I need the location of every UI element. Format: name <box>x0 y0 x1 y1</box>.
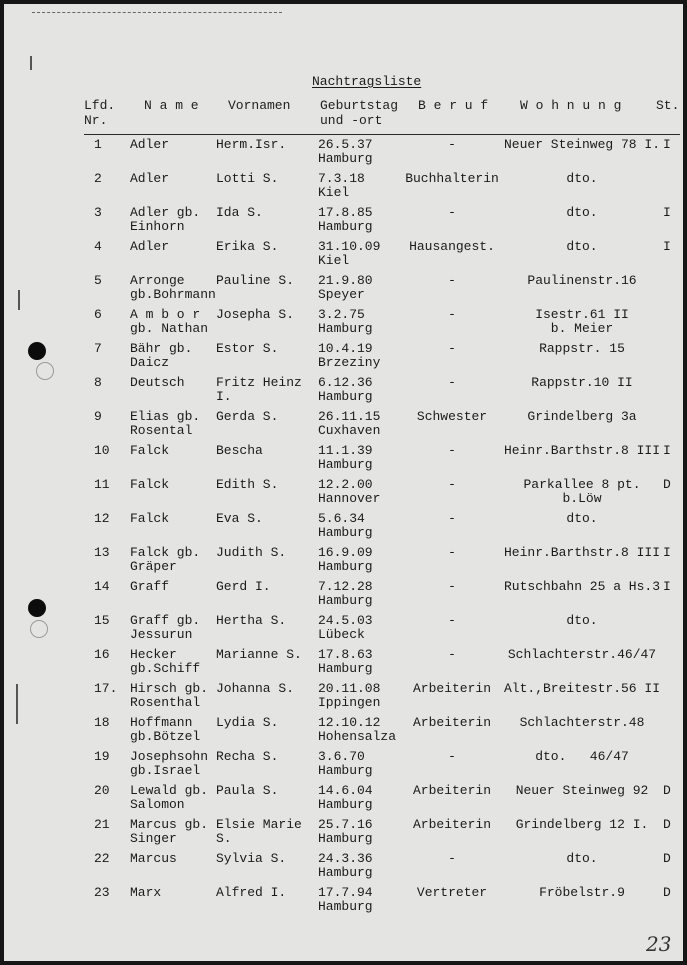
entry-geburt: 20.11.08 Ippingen <box>318 681 381 710</box>
entry-wohnung: Heinr.Barthstr.8 III <box>503 443 661 458</box>
entry-name: Falck <box>130 477 170 492</box>
entry-number: 10 <box>94 443 110 458</box>
document-page <box>4 4 683 961</box>
entry-name: Hecker gb.Schiff <box>130 647 201 676</box>
margin-mark <box>30 56 32 70</box>
entry-wohnung: Heinr.Barthstr.8 III <box>503 545 661 560</box>
entry-name: Graff <box>130 579 170 594</box>
table-row <box>4 648 683 681</box>
entry-geburt: 3.6.70 Hamburg <box>318 749 373 778</box>
entry-vorname: Marianne S. <box>216 647 302 662</box>
entry-beruf: Schwester <box>416 409 488 424</box>
entry-name: Elias gb. Rosental <box>130 409 201 438</box>
entry-wohnung: Rutschbahn 25 a Hs.3 <box>503 579 661 594</box>
entry-geburt: 31.10.09 Kiel <box>318 239 381 268</box>
entry-beruf: - <box>448 851 456 866</box>
entry-extra: I <box>663 545 671 560</box>
entry-extra: D <box>663 885 671 900</box>
entry-name: Marcus <box>130 851 177 866</box>
entry-vorname: Lydia S. <box>216 715 279 730</box>
entry-wohnung: dto. <box>566 239 598 254</box>
header-name: N a m e <box>144 98 199 113</box>
entry-beruf: - <box>448 443 456 458</box>
table-row <box>4 546 683 579</box>
entry-wohnung: Paulinenstr.16 <box>527 273 637 288</box>
entry-wohnung: Isestr.61 II b. Meier <box>535 307 629 336</box>
entry-geburt: 17.8.85 Hamburg <box>318 205 373 234</box>
entry-name: Marcus gb. Singer <box>130 817 209 846</box>
entry-beruf: - <box>448 613 456 628</box>
entry-geburt: 21.9.80 Speyer <box>318 273 373 302</box>
entry-wohnung: Fröbelstr.9 <box>539 885 625 900</box>
entry-vorname: Estor S. <box>216 341 279 356</box>
entry-number: 9 <box>94 409 102 424</box>
table-row <box>4 852 683 885</box>
header-extra: St. <box>656 98 680 113</box>
entry-beruf: - <box>448 307 456 322</box>
punch-hole-upper <box>28 342 46 360</box>
entry-vorname: Recha S. <box>216 749 279 764</box>
entry-vorname: Josepha S. <box>216 307 295 322</box>
entry-geburt: 17.7.94 Hamburg <box>318 885 373 914</box>
entry-beruf: Arbeiterin <box>412 681 491 696</box>
entry-vorname: Gerda S. <box>216 409 279 424</box>
entry-wohnung: dto. <box>566 171 598 186</box>
entry-extra: D <box>663 477 671 492</box>
table-row <box>4 206 683 239</box>
entry-extra: D <box>663 817 671 832</box>
entry-vorname: Judith S. <box>216 545 287 560</box>
entry-geburt: 12.10.12 Hohensalza <box>318 715 397 744</box>
entry-number: 23 <box>94 885 110 900</box>
entry-extra: I <box>663 239 671 254</box>
entry-name: Falck gb. Gräper <box>130 545 201 574</box>
punch-hole-ring-lower <box>30 620 48 638</box>
header-beruf: B e r u f <box>418 98 489 113</box>
entry-number: 4 <box>94 239 102 254</box>
table-row <box>4 410 683 443</box>
entry-geburt: 24.3.36 Hamburg <box>318 851 373 880</box>
entry-vorname: Herm.Isr. <box>216 137 287 152</box>
entry-number: 7 <box>94 341 102 356</box>
entry-vorname: Paula S. <box>216 783 279 798</box>
entry-vorname: Lotti S. <box>216 171 279 186</box>
entry-number: 19 <box>94 749 110 764</box>
margin-mark <box>16 684 18 724</box>
entry-vorname: Hertha S. <box>216 613 287 628</box>
table-row <box>4 172 683 205</box>
table-row <box>4 376 683 409</box>
entry-number: 6 <box>94 307 102 322</box>
entry-number: 8 <box>94 375 102 390</box>
document-title: Nachtragsliste <box>312 74 422 89</box>
margin-mark <box>18 290 20 310</box>
punch-hole-lower <box>28 599 46 617</box>
entry-wohnung: Neuer Steinweg 92 <box>515 783 649 798</box>
table-row <box>4 308 683 341</box>
entry-name: Josephsohn gb.Israel <box>130 749 209 778</box>
table-row <box>4 682 683 715</box>
table-row <box>4 478 683 511</box>
entry-name: Hirsch gb. Rosenthal <box>130 681 209 710</box>
entry-name: A m b o r gb. Nathan <box>130 307 209 336</box>
entry-geburt: 7.12.28 Hamburg <box>318 579 373 608</box>
entry-wohnung: dto. <box>566 511 598 526</box>
entry-beruf: - <box>448 749 456 764</box>
entry-number: 12 <box>94 511 110 526</box>
entry-number: 1 <box>94 137 102 152</box>
entry-wohnung: dto. 46/47 <box>535 749 629 764</box>
table-row <box>4 716 683 749</box>
entry-geburt: 11.1.39 Hamburg <box>318 443 373 472</box>
entry-number: 11 <box>94 477 110 492</box>
entry-beruf: Buchhalterin <box>405 171 499 186</box>
entry-vorname: Bescha <box>216 443 263 458</box>
entry-vorname: Edith S. <box>216 477 279 492</box>
entry-wohnung: Grindelberg 3a <box>527 409 637 424</box>
entry-number: 22 <box>94 851 110 866</box>
entry-geburt: 24.5.03 Lübeck <box>318 613 373 642</box>
entry-geburt: 7.3.18 Kiel <box>318 171 365 200</box>
entry-geburt: 6.12.36 Hamburg <box>318 375 373 404</box>
entry-beruf: - <box>448 477 456 492</box>
entry-geburt: 5.6.34 Hamburg <box>318 511 373 540</box>
entry-wohnung: Rappstr. 15 <box>539 341 625 356</box>
entry-vorname: Pauline S. <box>216 273 295 288</box>
entry-vorname: Elsie Marie S. <box>216 817 302 846</box>
entry-number: 3 <box>94 205 102 220</box>
entry-beruf: - <box>448 341 456 356</box>
entry-name: Graff gb. Jessurun <box>130 613 201 642</box>
entry-name: Bähr gb. Daicz <box>130 341 193 370</box>
entry-name: Hoffmann gb.Bötzel <box>130 715 201 744</box>
entry-name: Lewald gb. Salomon <box>130 783 209 812</box>
table-row <box>4 512 683 545</box>
entry-wohnung: dto. <box>566 851 598 866</box>
entry-geburt: 16.9.09 Hamburg <box>318 545 373 574</box>
entry-extra: D <box>663 783 671 798</box>
entry-number: 5 <box>94 273 102 288</box>
entry-beruf: Arbeiterin <box>412 783 491 798</box>
entry-geburt: 26.11.15 Cuxhaven <box>318 409 381 438</box>
entry-extra: I <box>663 137 671 152</box>
entry-geburt: 26.5.37 Hamburg <box>318 137 373 166</box>
entry-extra: I <box>663 579 671 594</box>
table-row <box>4 580 683 613</box>
entry-extra: I <box>663 205 671 220</box>
entry-extra: I <box>663 443 671 458</box>
table-row <box>4 750 683 783</box>
table-row <box>4 138 683 171</box>
table-row <box>4 444 683 477</box>
header-geburt: Geburtstag und -ort <box>320 98 399 128</box>
entry-geburt: 14.6.04 Hamburg <box>318 783 373 812</box>
entry-beruf: Hausangest. <box>409 239 495 254</box>
entry-beruf: - <box>448 579 456 594</box>
entry-name: Falck <box>130 511 170 526</box>
entry-name: Marx <box>130 885 162 900</box>
entry-number: 20 <box>94 783 110 798</box>
entry-name: Arronge gb.Bohrmann <box>130 273 216 302</box>
entry-geburt: 12.2.00 Hannover <box>318 477 381 506</box>
entries-table <box>4 4 683 961</box>
entry-name: Adler <box>130 239 170 254</box>
entry-vorname: Eva S. <box>216 511 263 526</box>
entry-wohnung: dto. <box>566 613 598 628</box>
entry-name: Adler <box>130 171 170 186</box>
header-wohnung: W o h n u n g <box>520 98 622 113</box>
entry-number: 16 <box>94 647 110 662</box>
entry-number: 2 <box>94 171 102 186</box>
entry-beruf: Vertreter <box>416 885 488 900</box>
entry-geburt: 3.2.75 Hamburg <box>318 307 373 336</box>
header-nr: Lfd. Nr. <box>84 98 116 128</box>
entry-vorname: Fritz Heinz I. <box>216 375 302 404</box>
table-row <box>4 342 683 375</box>
entry-beruf: Arbeiterin <box>412 715 491 730</box>
table-row <box>4 274 683 307</box>
entry-name: Adler <box>130 137 170 152</box>
entry-beruf: - <box>448 545 456 560</box>
table-row <box>4 240 683 273</box>
entry-wohnung: Schlachterstr.48 <box>519 715 645 730</box>
entry-vorname: Alfred I. <box>216 885 287 900</box>
table-row <box>4 886 683 919</box>
table-row <box>4 614 683 647</box>
entry-vorname: Erika S. <box>216 239 279 254</box>
header-vornamen: Vornamen <box>228 98 291 113</box>
entry-beruf: - <box>448 375 456 390</box>
entry-name: Adler gb. Einhorn <box>130 205 201 234</box>
entry-name: Falck <box>130 443 170 458</box>
entry-beruf: - <box>448 511 456 526</box>
entry-number: 14 <box>94 579 110 594</box>
entry-wohnung: dto. <box>566 205 598 220</box>
entry-wohnung: Grindelberg 12 I. <box>515 817 649 832</box>
entry-vorname: Johanna S. <box>216 681 295 696</box>
entry-beruf: - <box>448 137 456 152</box>
entry-geburt: 25.7.16 Hamburg <box>318 817 373 846</box>
entry-geburt: 10.4.19 Brzeziny <box>318 341 381 370</box>
entry-number: 15 <box>94 613 110 628</box>
entry-beruf: - <box>448 273 456 288</box>
entry-number: 18 <box>94 715 110 730</box>
entry-vorname: Ida S. <box>216 205 263 220</box>
entry-beruf: - <box>448 205 456 220</box>
punch-hole-ring-upper <box>36 362 54 380</box>
entry-number: 17. <box>94 681 118 696</box>
entry-name: Deutsch <box>130 375 185 390</box>
entry-vorname: Gerd I. <box>216 579 271 594</box>
entry-wohnung: Schlachterstr.46/47 <box>507 647 657 662</box>
page-number: 23 <box>646 932 672 956</box>
entry-extra: D <box>663 851 671 866</box>
entry-number: 21 <box>94 817 110 832</box>
entry-beruf: - <box>448 647 456 662</box>
entry-number: 13 <box>94 545 110 560</box>
entry-wohnung: Parkallee 8 pt. b.Löw <box>523 477 641 506</box>
entry-wohnung: Rappstr.10 II <box>531 375 633 390</box>
table-row <box>4 818 683 851</box>
table-row <box>4 784 683 817</box>
entry-wohnung: Alt.,Breitestr.56 II <box>503 681 661 696</box>
entry-geburt: 17.8.63 Hamburg <box>318 647 373 676</box>
entry-vorname: Sylvia S. <box>216 851 287 866</box>
entry-beruf: Arbeiterin <box>412 817 491 832</box>
entry-wohnung: Neuer Steinweg 78 I. <box>503 137 661 152</box>
